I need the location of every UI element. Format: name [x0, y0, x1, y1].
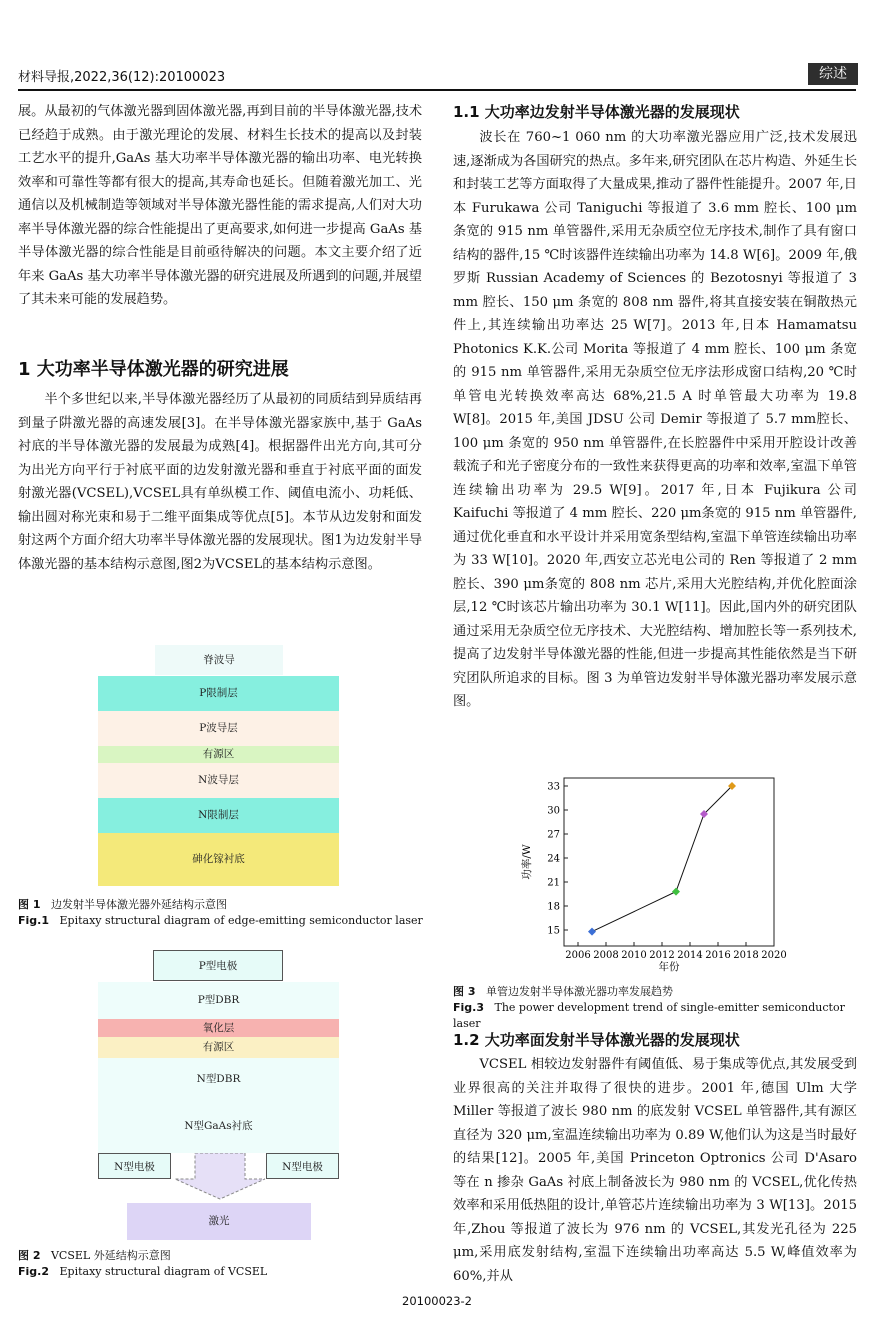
fig2-caption-en-label: Fig.2 [18, 1265, 49, 1278]
x-tick-label: 2014 [677, 950, 703, 961]
section12-paragraph: VCSEL 相较边发射器件有阈值低、易于集成等优点,其发展受到业界很高的关注并取得了很快的进步。2001 年,德国 Ulm 大学 Miller 等报道了波长 980 nm 的底发射 VCSEL 单管器件,其有源区直径为 320 μm,室温连续输出功率为 0.89 W,他们认为这是当时最好的结果[12]。2005 年,美国 Princeton Optronics 公司 D'Asaro 等在 n 掺杂 GaAs 衬底上制备波长为 980 nm 的 VCSEL,优化传热效率和采用低热阻的设计,单管芯片连续输出功率为 3 W[13]。2015 年,Zhou 等报道了波长为 976 nm 的 VCSEL,其发光孔径为 225 μm,采用底发射结构,室温下连续输出功率高达 5.5 W,峰值效率为 60%,并从 [453, 1057, 857, 1284]
data-point [672, 888, 680, 896]
fig1-caption-en: Epitaxy structural diagram of edge-emitting semiconductor laser [59, 914, 423, 927]
journal-citation: 材料导报,2022,36(12):20100023 [18, 70, 226, 85]
section12-title: 1.2 大功率面发射半导体激光器的发展现状 [453, 1031, 740, 1049]
fig2-caption-label: 图 2 [18, 1249, 41, 1262]
page-number: 20100023-2 [402, 1294, 472, 1308]
section11-title: 1.1 大功率边发射半导体激光器的发展现状 [453, 103, 740, 121]
section1-body [18, 388, 422, 576]
fig2-caption-en: Epitaxy structural diagram of VCSEL [59, 1265, 268, 1278]
data-point [588, 928, 596, 936]
section1-title: 1 大功率半导体激光器的研究进展 [18, 359, 289, 380]
fig1-caption-label: 图 1 [18, 898, 41, 911]
fig2-layer: 有源区 [98, 1037, 339, 1058]
laser-arrow-icon [165, 1153, 275, 1201]
fig2-caption [18, 1248, 428, 1280]
fig1-layer: P限制层 [98, 676, 339, 711]
y-tick-label: 33 [547, 781, 560, 793]
x-tick-label: 2020 [761, 950, 787, 961]
intro-paragraph: 展。从最初的气体激光器到固体激光器,再到目前的半导体激光器,技术已经趋于成熟。由于激光理论的发展、材料生长技术的提高以及封装工艺水平的提升,GaAs 基大功率半导体激光器的输出功率、电光转换效率和可靠性等都有很大的提高,其寿命也延长。但随着激光加工、光通信以及机械制造等领域对半导体激光器性能的需求提高,人们对大功率半导体激光器的综合性能提出了更高要求,如何进一步提高 GaAs 基半导体激光器的综合性能是目前亟待解决的问题。本文主要介绍了近年来 GaAs 基大功率半导体激光器的研究进展及所遇到的问题,并展望了其未来可能的发展趋势。 [18, 104, 423, 307]
y-tick-label: 24 [547, 853, 560, 865]
fig3-caption-cn: 单管边发射半导体激光器功率发展趋势 [485, 985, 673, 998]
fig2-layer: N型电极 [266, 1153, 339, 1179]
x-tick-label: 2010 [621, 950, 647, 961]
fig3-caption-en-label: Fig.3 [453, 1001, 484, 1014]
left-intro [18, 100, 422, 312]
fig1-caption-cn: 边发射半导体激光器外延结构示意图 [50, 898, 227, 911]
section1-paragraph: 半个多世纪以来,半导体激光器经历了从最初的同质结到异质结再到量子阱激光器的高速发展[3]。在半导体激光器家族中,基于 GaAs 衬底的半导体激光器的发展最为成熟[4]。根据器件出光方向,其可分为出光方向平行于衬底平面的边发射激光器和垂直于衬底平面的面发射激光器(VCSEL),VCSEL具有单纵模工作、阈值电流小、功耗低、输出圆对称光束和易于二维平面集成等优点[5]。本节从边发射和面发射这两个方面介绍大功率半导体激光器的发展现状。图1为边发射半导体激光器的基本结构示意图,图2为VCSEL的基本结构示意图。 [18, 392, 423, 572]
fig1-layer: P波导层 [98, 711, 339, 746]
fig3-caption-label: 图 3 [453, 985, 476, 998]
section-tag: 综述 [808, 63, 858, 85]
x-tick-label: 2012 [649, 950, 675, 961]
fig1-caption [18, 897, 428, 929]
fig1-layer: N波导层 [98, 763, 339, 798]
fig2-layer: N型DBR [98, 1058, 339, 1100]
x-tick-label: 2016 [705, 950, 731, 961]
header-divider [18, 89, 856, 91]
y-tick-label: 15 [547, 925, 560, 937]
fig3-caption [453, 984, 863, 1032]
figure-3-chart [500, 772, 800, 980]
fig2-layer: 氧化层 [98, 1019, 339, 1037]
y-tick-label: 18 [547, 901, 560, 913]
fig2-layer: N型电极 [98, 1153, 171, 1179]
y-tick-label: 27 [547, 829, 560, 841]
fig2-caption-cn: VCSEL 外延结构示意图 [50, 1249, 171, 1262]
series-line [592, 786, 732, 932]
x-tick-label: 2018 [733, 950, 759, 961]
x-axis-label: 年份 [658, 961, 680, 973]
fig2-layer: 激光 [127, 1203, 311, 1240]
fig1-layer: 脊波导 [155, 645, 283, 675]
section11-paragraph: 波长在 760~1 060 nm 的大功率激光器应用广泛,技术发展迅速,逐渐成为各国研究的热点。多年来,研究团队在芯片构造、外延生长和封装工艺等方面取得了大量成果,推动了器件性能提升。2007 年,日本 Furukawa 公司 Taniguchi 等报道了 3.6 mm 腔长、100 μm 条宽的 915 nm 单管器件,采用无杂质空位无序技术,制作了具有窗口结构的器件,15 ℃时该器件连续输出功率为 14.8 W[6]。2009 年,俄罗斯 Russian Academy of Sciences 的 Bezotosnyi 等报道了 3 mm 腔长、150 μm 条宽的 808 nm 器件,将其直接安装在铜散热元件上,其连续输出功率达 25 W[7]。2013 年,日本 Hamamatsu Photonics K.K.公司 Morita 等报道了 4 mm 腔长、100 μm 条宽的 915 nm 单管器件,采用无杂质空位无序法形成窗口结构,20 ℃时单管电光转换效率高达 68%,21.5 A 时单管最大功率为 19.8 W[8]。2015 年,美国 JDSU 公司 Demir 等报道了 5.7 mm腔长、100 μm 条宽的 950 nm 单管器件,在长腔器件中采用开腔设计改善载流子和光子密度分布的一致性来获得更高的功率和效率,室温下单管连续输出功率为 29.5 W[9]。2017 年,日本 Fujikura 公司 Kaifuchi 等报道了 4 mm 腔长、220 μm条宽的 915 nm 单管器件,通过优化垂直和水平设计并采用宽条型结构,室温下单管连续输出功率为 33 W[10]。2020 年,西安立芯光电公司的 Ren 等报道了 2 mm 腔长、390 μm条宽的 808 nm 芯片,采用大光腔结构,并优化腔面涂层,12 ℃时该芯片输出功率为 30.1 W[11]。因此,国内外的研究团队通过采用无杂质空位无序技术、大光腔结构、增加腔长等一系列技术,提高了边发射半导体激光器的性能,但进一步提高其性能依然是当下研究团队所追求的目标。图 3 为单管边发射半导体激光器功率发展示意图。 [453, 130, 858, 709]
x-tick-label: 2006 [565, 950, 591, 961]
x-tick-label: 2008 [593, 950, 619, 961]
y-tick-label: 21 [547, 877, 560, 889]
fig2-layer: P型电极 [153, 950, 283, 981]
fig3-caption-en: The power development trend of single-emitter semiconductor laser [453, 1001, 845, 1030]
y-axis-label: 功率/W [521, 844, 533, 880]
fig1-layer: 有源区 [98, 746, 339, 763]
fig2-layer: N型GaAs衬底 [98, 1100, 339, 1153]
fig1-caption-en-label: Fig.1 [18, 914, 49, 927]
fig2-layer: P型DBR [98, 982, 339, 1019]
y-tick-label: 30 [547, 805, 560, 817]
fig1-layer: N限制层 [98, 798, 339, 833]
plot-frame [564, 778, 774, 946]
section11-body [453, 126, 857, 714]
section12-body [453, 1053, 857, 1288]
fig1-layer: 砷化镓衬底 [98, 833, 339, 886]
